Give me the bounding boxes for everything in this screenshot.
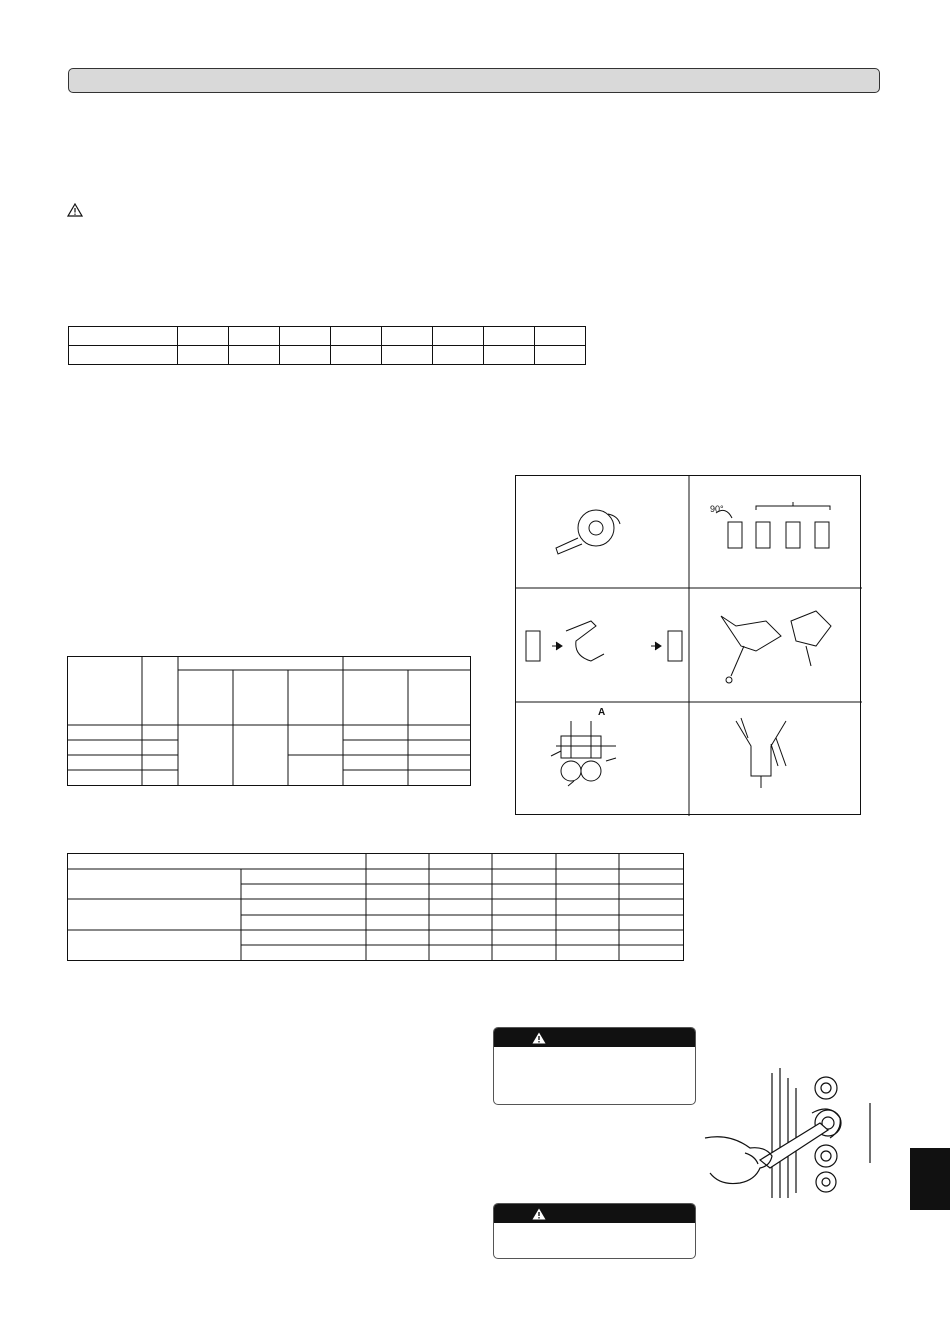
flare-dimension-table (67, 656, 471, 786)
wrench-tightening-illustration (700, 1068, 880, 1198)
language-side-tab (910, 1148, 950, 1210)
warning-triangle-icon (532, 1032, 546, 1044)
pipe-end-illustration (716, 502, 830, 548)
warning-triangle-icon (532, 1208, 546, 1220)
flare-shape-illustration (736, 718, 786, 788)
table-row (69, 327, 586, 346)
section-header-bar (68, 68, 880, 93)
warning-header (494, 1028, 695, 1047)
warning-box-top (493, 1027, 696, 1105)
pipe-cutter-illustration (556, 510, 620, 554)
flare-procedure-figure (515, 475, 861, 815)
table-row (69, 346, 586, 365)
point-a-label: A (598, 707, 606, 718)
deburring-illustration (526, 621, 682, 661)
warning-box-bottom (493, 1203, 696, 1259)
flaring-tool-illustration (721, 611, 831, 683)
flare-nut-section-illustration (551, 721, 616, 786)
warning-header (494, 1204, 695, 1223)
warning-triangle-icon (67, 203, 83, 217)
tightening-torque-table (67, 853, 684, 961)
angle-label: 90° (710, 504, 724, 514)
pipe-size-table (68, 326, 586, 365)
